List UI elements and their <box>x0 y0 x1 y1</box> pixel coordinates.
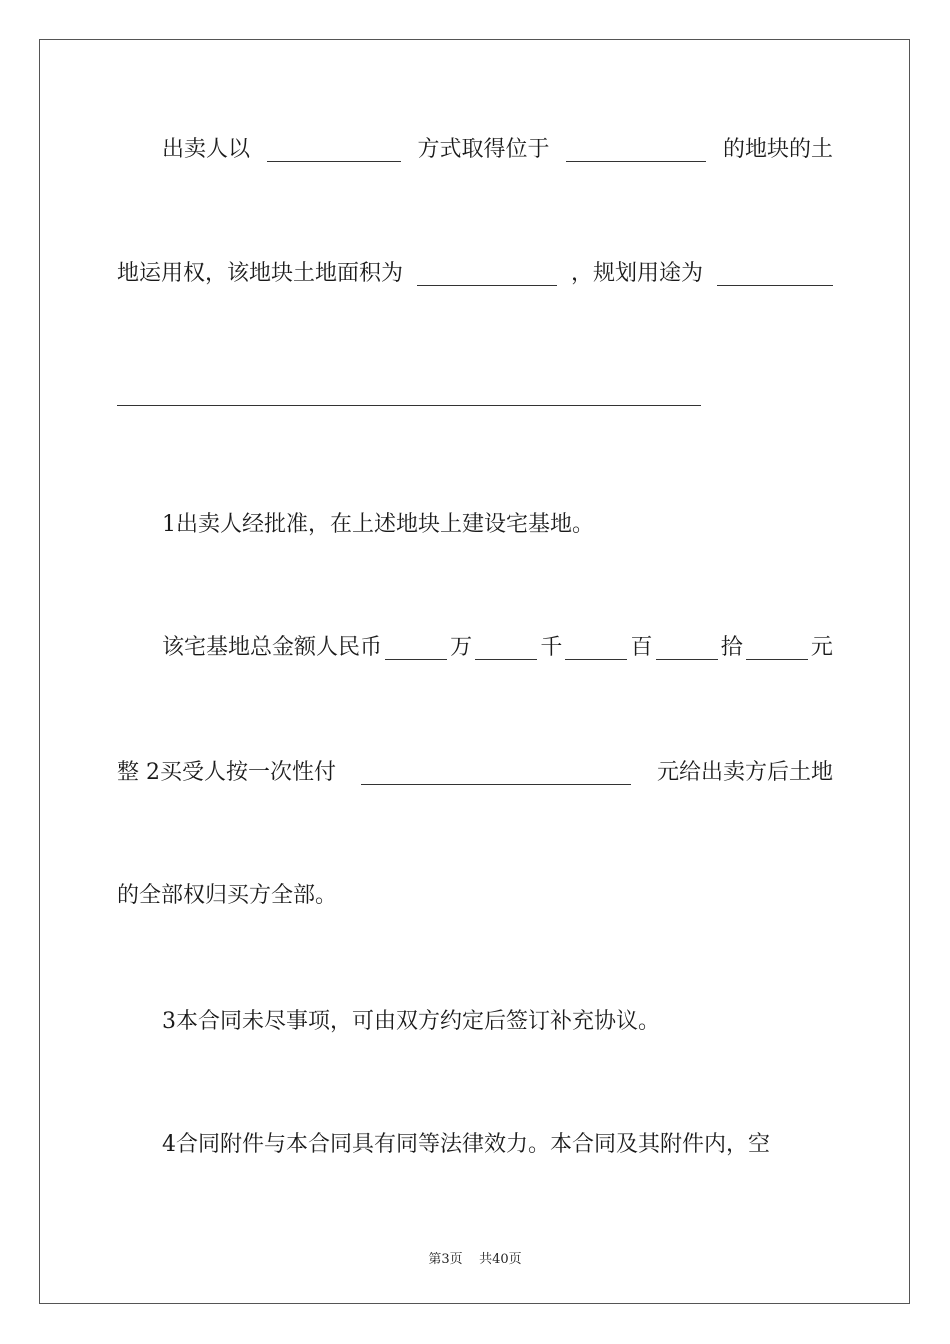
blank-yuan <box>746 637 808 660</box>
text-payment-result: 元给出卖方后土地 <box>656 760 833 785</box>
blank-land-area <box>417 263 557 286</box>
paragraph-1-line-1 <box>162 130 833 170</box>
text-land-area: 地运用权，该地块土地面积为 <box>117 261 404 286</box>
text-planned-use: ，规划用途为 <box>570 261 703 286</box>
unit-shi: 拾 <box>720 635 743 660</box>
document-page <box>39 39 910 1304</box>
page-footer <box>0 1248 950 1267</box>
blank-bai <box>565 637 627 660</box>
page-total: 共40页 <box>479 1252 522 1267</box>
unit-qian: 千 <box>540 635 563 660</box>
blank-line-full <box>117 405 701 406</box>
blank-wan <box>385 637 447 660</box>
unit-wan: 万 <box>450 635 473 660</box>
text-total-amount: 该宅基地总金额人民币 <box>162 635 383 660</box>
unit-bai: 百 <box>630 635 653 660</box>
paragraph-1-line-2 <box>117 254 833 294</box>
clause-4: 4合同附件与本合同具有同等法律效力。本合同及其附件内，空 <box>162 1132 770 1157</box>
unit-yuan: 元 <box>810 635 833 660</box>
text-seller-acquired: 出卖人以 <box>162 137 251 162</box>
blank-location <box>566 139 706 162</box>
text-plot-land: 的地块的土 <box>722 137 833 162</box>
blank-shi <box>656 637 718 660</box>
page-number: 第3页 <box>428 1252 463 1267</box>
clause-3: 3本合同未尽事项，可由双方约定后签订补充协议。 <box>162 1009 660 1034</box>
blank-planned-use <box>717 263 833 286</box>
clause-1: 1出卖人经批准，在上述地块上建设宅基地。 <box>162 512 594 537</box>
text-located-at: 方式取得位于 <box>417 137 550 162</box>
clause-2-line <box>117 753 833 793</box>
blank-payment <box>361 762 631 785</box>
blank-acquisition-method <box>267 139 401 162</box>
amount-line <box>162 628 833 668</box>
text-buyer-pays: 整 2买受人按一次性付 <box>117 760 336 785</box>
clause-2-end: 的全部权归买方全部。 <box>117 883 338 908</box>
blank-qian <box>475 637 537 660</box>
